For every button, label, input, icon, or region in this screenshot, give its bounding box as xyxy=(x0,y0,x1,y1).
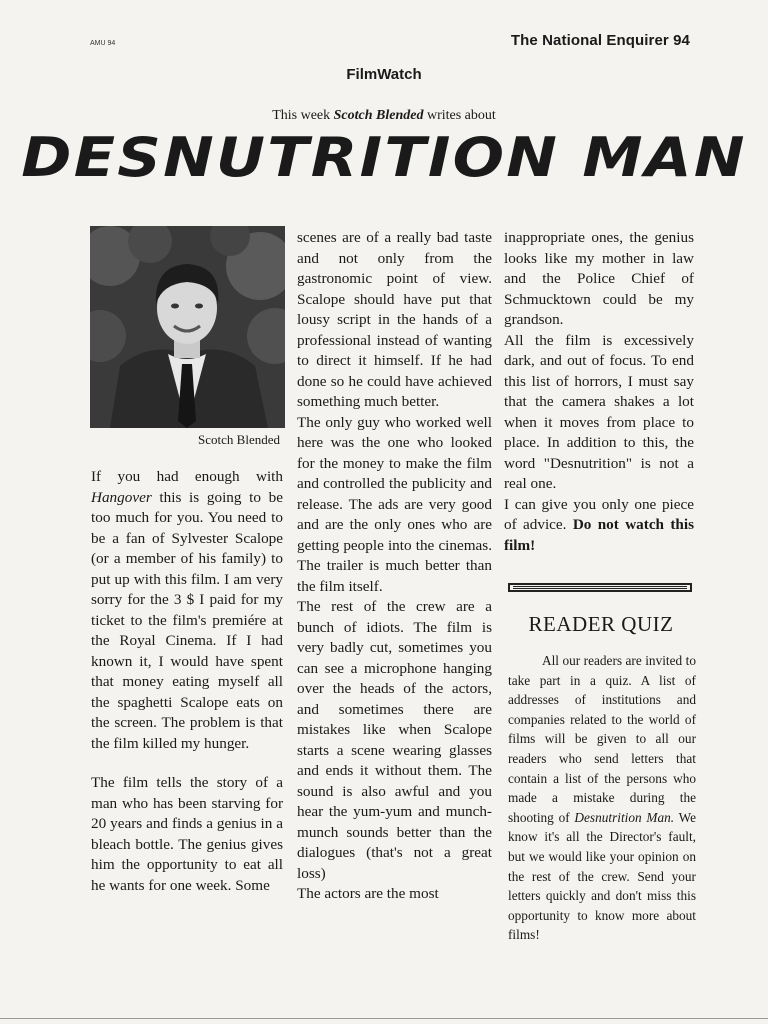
byline-prefix: This week xyxy=(272,108,331,123)
quiz-film-title: Desnutrition Man. xyxy=(574,809,675,825)
article-paragraph: The actors are the most xyxy=(297,885,439,902)
article-paragraph: The only guy who worked well here was the one who looked for the money to make the film and controlled the publicity and release. The ads are very good and are the only ones who are getting people into the cinemas. The trailer is much better than the film itself. xyxy=(297,413,492,595)
article-paragraph: inappropriate ones, the genius looks like my mother in law and the Police Chief of Schmucktown could be my grandson. xyxy=(504,229,694,328)
masthead: The National Enquirer 94 xyxy=(510,32,690,49)
film-title-hangover: Hangover xyxy=(91,488,152,506)
article-paragraph: The film tells the story of a man who has been starving for 20 years and finds a genius in a bleach bottle. The genius gives him the opportunity to eat all he wants for one week. Some xyxy=(91,774,283,894)
article-column-1 xyxy=(91,467,283,896)
article-paragraph: scenes are of a really bad taste and not only from the gastronomic point of view. Scalope should have put that lousy script in the hands of a professional instead of wanting to direct it himself. If he had done so he could have achieved something much better. xyxy=(297,229,492,410)
article-paragraph: I can give you only one piece of advice. Do not watch this film! xyxy=(504,495,695,554)
quiz-body: All our readers are invited to take part in a quiz. A list of addresses of institutions and companies related to the world of films will be given to all our readers who send letters that contain a list of the persons who made a mistake during the shooting of Desnutrition Man. We know it's all the Director's fault, but we would like your opinion on the rest of the crew. Send your letters quickly and don't miss this opportunity to know more about films! xyxy=(508,653,696,943)
quiz-title: READER QUIZ xyxy=(528,612,674,636)
article-column-3 xyxy=(504,228,694,556)
section-title: FilmWatch xyxy=(346,66,422,83)
article-paragraph: If you had enough with Hangover this is going to be too much for you. You need to be a fan of Sylvester Scalope (or a member of his family) to put up with this film. I am very sorry for the 3 $ I paid for my ticket to the film's premiére at the Royal Cinema. If I had known it, I would have spent that money eating myself all the spaghetti Scalope eats on the screen. The problem is that the film killed my hunger. xyxy=(91,468,283,752)
article-column-2 xyxy=(297,228,492,905)
bottom-rule xyxy=(0,1018,768,1019)
page-code: AMU 94 xyxy=(90,40,116,47)
author-photo xyxy=(90,226,285,428)
article-paragraph: All the film is excessively dark, and out of focus. To end this list of horrors, I must say that the camera shakes a lot when it moves from place to place. In addition to this, the word "Desnutrition" is not a real one. xyxy=(504,331,694,492)
author-portrait-image xyxy=(90,226,285,428)
article-paragraph: The rest of the crew are a bunch of idiots. The film is very badly cut, sometimes you can see a microphone hanging over the heads of the actors, and sometimes there are mistakes like when Scalope starts a scene wearing glasses and ends it without them. The sound is also awful and you hear the yum-yum and munch-munch sounds better than the dialogues (that's not a great loss) xyxy=(297,598,492,882)
byline xyxy=(0,108,768,124)
section-divider xyxy=(508,583,692,592)
headline: DESNUTRITION MAN xyxy=(21,126,747,189)
photo-caption: Scotch Blended xyxy=(198,432,280,447)
byline-author: Scotch Blended xyxy=(333,108,424,123)
byline-suffix: writes about xyxy=(426,108,496,123)
advice-emphasis: Do not watch this film! xyxy=(504,516,695,554)
